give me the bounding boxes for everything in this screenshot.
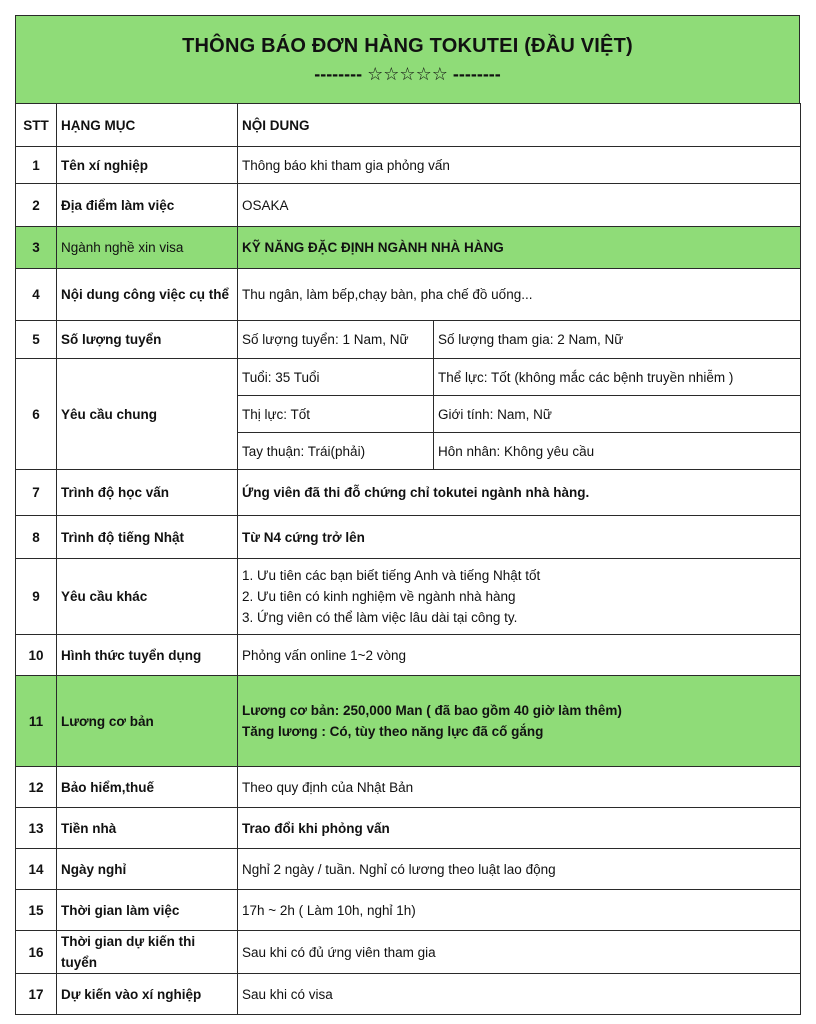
table-row <box>16 559 801 635</box>
row-number: 11 <box>16 676 57 767</box>
requirement-gender: Giới tính: Nam, Nữ <box>434 396 801 433</box>
row-content: Từ N4 cứng trở lên <box>238 516 801 559</box>
row-category: Số lượng tuyển <box>57 321 238 359</box>
row-category: Thời gian làm việc <box>57 890 238 931</box>
row-content: KỸ NĂNG ĐẶC ĐỊNH NGÀNH NHÀ HÀNG <box>238 227 801 269</box>
job-notice-sheet <box>15 15 800 1015</box>
star-decoration: -------- ☆☆☆☆☆ -------- <box>314 64 501 84</box>
table-row <box>16 321 801 359</box>
row-category: Ngày nghỉ <box>57 849 238 890</box>
table-row <box>16 849 801 890</box>
other-requirement-3: 3. Ứng viên có thể làm việc lâu dài tại công ty. <box>242 610 518 625</box>
row-category: Ngành nghề xin visa <box>57 227 238 269</box>
other-requirement-1: 1. Ưu tiên các bạn biết tiếng Anh và tiếng Nhật tốt <box>242 568 541 583</box>
requirement-hand: Tay thuận: Trái(phải) <box>238 433 434 470</box>
row-category: Bảo hiểm,thuế <box>57 767 238 808</box>
salary-raise: Tăng lương : Có, tùy theo năng lực đã cố gắng <box>242 724 544 739</box>
requirement-health: Thể lực: Tốt (không mắc các bệnh truyền nhiễm ) <box>434 359 801 396</box>
row-category: Địa điểm làm việc <box>57 184 238 227</box>
row-content: Nghỉ 2 ngày / tuần. Nghỉ có lương theo luật lao động <box>238 849 801 890</box>
row-category: Tiền nhà <box>57 808 238 849</box>
table-row <box>16 890 801 931</box>
row-content: Thông báo khi tham gia phỏng vấn <box>238 147 801 184</box>
row-number: 7 <box>16 470 57 516</box>
table-row <box>16 808 801 849</box>
row-category: Trình độ tiếng Nhật <box>57 516 238 559</box>
row-category: Nội dung công việc cụ thể <box>57 269 238 321</box>
page-title: THÔNG BÁO ĐƠN HÀNG TOKUTEI (ĐẦU VIỆT) <box>182 35 633 57</box>
row-number: 4 <box>16 269 57 321</box>
table-row <box>16 635 801 676</box>
table-row <box>16 931 801 974</box>
row-category: Yêu cầu chung <box>57 359 238 470</box>
column-header-content: NỘI DUNG <box>238 104 801 147</box>
row-number: 15 <box>16 890 57 931</box>
row-content: OSAKA <box>238 184 801 227</box>
row-number: 12 <box>16 767 57 808</box>
row-number: 16 <box>16 931 57 974</box>
table-row <box>16 974 801 1015</box>
row-content: Sau khi có visa <box>238 974 801 1015</box>
row-number: 9 <box>16 559 57 635</box>
row-number: 8 <box>16 516 57 559</box>
row-number: 5 <box>16 321 57 359</box>
row-number: 17 <box>16 974 57 1015</box>
row-number: 1 <box>16 147 57 184</box>
row-number: 2 <box>16 184 57 227</box>
column-header-category: HẠNG MỤC <box>57 104 238 147</box>
row-number: 14 <box>16 849 57 890</box>
row-content: Sau khi có đủ ứng viên tham gia <box>238 931 801 974</box>
row-number: 3 <box>16 227 57 269</box>
row-category: Thời gian dự kiến thi tuyển <box>57 931 238 974</box>
table-row <box>16 767 801 808</box>
row-content: Thu ngân, làm bếp,chạy bàn, pha chế đồ uống... <box>238 269 801 321</box>
table-row <box>16 470 801 516</box>
row-content: Phỏng vấn online 1~2 vòng <box>238 635 801 676</box>
row-category: Dự kiến vào xí nghiệp <box>57 974 238 1015</box>
column-header-stt: STT <box>16 104 57 147</box>
row-content: Theo quy định của Nhật Bản <box>238 767 801 808</box>
requirement-vision: Thị lực: Tốt <box>238 396 434 433</box>
requirement-marriage: Hôn nhân: Không yêu cầu <box>434 433 801 470</box>
table-header-row <box>16 104 801 147</box>
row-category: Yêu cầu khác <box>57 559 238 635</box>
table-row-highlighted <box>16 227 801 269</box>
table-row-highlighted <box>16 676 801 767</box>
row-content-list <box>238 559 801 635</box>
row-category: Trình độ học vấn <box>57 470 238 516</box>
job-details-table <box>15 103 801 1015</box>
table-row <box>16 269 801 321</box>
row-content: 17h ~ 2h ( Làm 10h, nghỉ 1h) <box>238 890 801 931</box>
table-row <box>16 184 801 227</box>
header-banner <box>15 15 800 103</box>
other-requirement-2: 2. Ưu tiên có kinh nghiệm về ngành nhà hàng <box>242 589 516 604</box>
recruit-count: Số lượng tuyển: 1 Nam, Nữ <box>238 321 434 359</box>
row-category: Tên xí nghiệp <box>57 147 238 184</box>
row-content: Ứng viên đã thi đỗ chứng chỉ tokutei ngành nhà hàng. <box>238 470 801 516</box>
row-content: Trao đổi khi phỏng vấn <box>238 808 801 849</box>
row-number: 10 <box>16 635 57 676</box>
table-row <box>16 516 801 559</box>
salary-base: Lương cơ bản: 250,000 Man ( đã bao gồm 40 giờ làm thêm) <box>242 703 622 718</box>
row-category: Hình thức tuyển dụng <box>57 635 238 676</box>
participant-count: Số lượng tham gia: 2 Nam, Nữ <box>434 321 801 359</box>
table-row <box>16 359 801 396</box>
row-number: 13 <box>16 808 57 849</box>
row-content-salary <box>238 676 801 767</box>
row-category: Lương cơ bản <box>57 676 238 767</box>
requirement-age: Tuổi: 35 Tuổi <box>238 359 434 396</box>
row-number: 6 <box>16 359 57 470</box>
table-row <box>16 147 801 184</box>
